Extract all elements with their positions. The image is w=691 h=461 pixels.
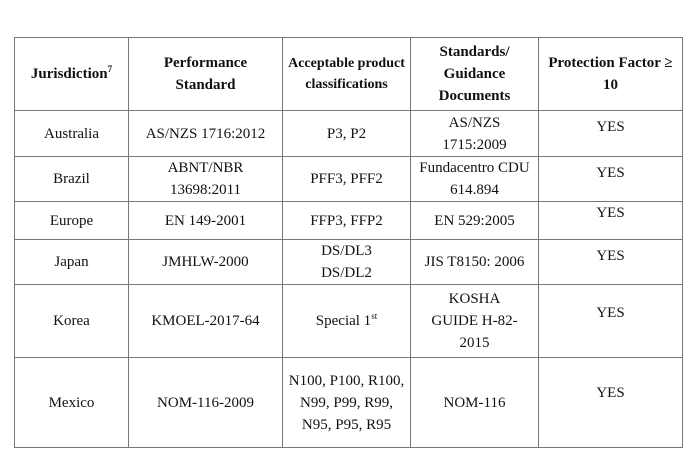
ordinal-suffix: st xyxy=(371,311,378,321)
cell-classifications: PFF3, PFF2 xyxy=(283,157,411,202)
cell-protection-factor: YES xyxy=(539,285,683,358)
cell-protection-factor: YES xyxy=(539,358,683,448)
cell-documents: EN 529:2005 xyxy=(411,202,539,240)
table-row xyxy=(15,157,683,202)
jurisdiction-standards-table xyxy=(14,37,683,448)
cell-standard: ABNT/NBR 13698:2011 xyxy=(129,157,283,202)
table-row xyxy=(15,202,683,240)
cell-protection-factor: YES xyxy=(539,202,683,240)
cell-standard: KMOEL-2017-64 xyxy=(129,285,283,358)
cell-documents: KOSHA GUIDE H-82- 2015 xyxy=(411,285,539,358)
table-row xyxy=(15,240,683,285)
header-protection-factor: Protection Factor ≥ 10 xyxy=(539,38,683,111)
cell-protection-factor: YES xyxy=(539,111,683,157)
cell-standard: AS/NZS 1716:2012 xyxy=(129,111,283,157)
classification-text: Special 1 xyxy=(315,313,372,329)
cell-protection-factor: YES xyxy=(539,157,683,202)
cell-standard: JMHLW-2000 xyxy=(129,240,283,285)
table-row xyxy=(15,111,683,157)
table-row xyxy=(15,358,683,448)
header-jurisdiction-label: Jurisdiction xyxy=(30,66,108,82)
cell-classifications: N100, P100, R100, N99, P99, R99, N95, P95, R95 xyxy=(283,358,411,448)
cell-jurisdiction: Mexico xyxy=(15,358,129,448)
header-jurisdiction xyxy=(15,38,129,111)
cell-documents: Fundacentro CDU 614.894 xyxy=(411,157,539,202)
footnote-marker: 7 xyxy=(107,64,113,74)
header-performance-standard: Performance Standard xyxy=(129,38,283,111)
cell-jurisdiction: Australia xyxy=(15,111,129,157)
cell-jurisdiction: Europe xyxy=(15,202,129,240)
cell-documents: NOM-116 xyxy=(411,358,539,448)
cell-documents: JIS T8150: 2006 xyxy=(411,240,539,285)
table-row xyxy=(15,285,683,358)
header-row xyxy=(15,38,683,111)
cell-classifications: P3, P2 xyxy=(283,111,411,157)
cell-documents: AS/NZS 1715:2009 xyxy=(411,111,539,157)
header-standards-documents: Standards/ Guidance Documents xyxy=(411,38,539,111)
cell-standard: NOM-116-2009 xyxy=(129,358,283,448)
cell-standard: EN 149-2001 xyxy=(129,202,283,240)
cell-jurisdiction: Japan xyxy=(15,240,129,285)
cell-classifications: FFP3, FFP2 xyxy=(283,202,411,240)
cell-jurisdiction: Korea xyxy=(15,285,129,358)
header-classifications: Acceptable product classifications xyxy=(283,38,411,111)
cell-classifications: DS/DL3 DS/DL2 xyxy=(283,240,411,285)
cell-jurisdiction: Brazil xyxy=(15,157,129,202)
cell-classifications xyxy=(283,285,411,358)
cell-protection-factor: YES xyxy=(539,240,683,285)
